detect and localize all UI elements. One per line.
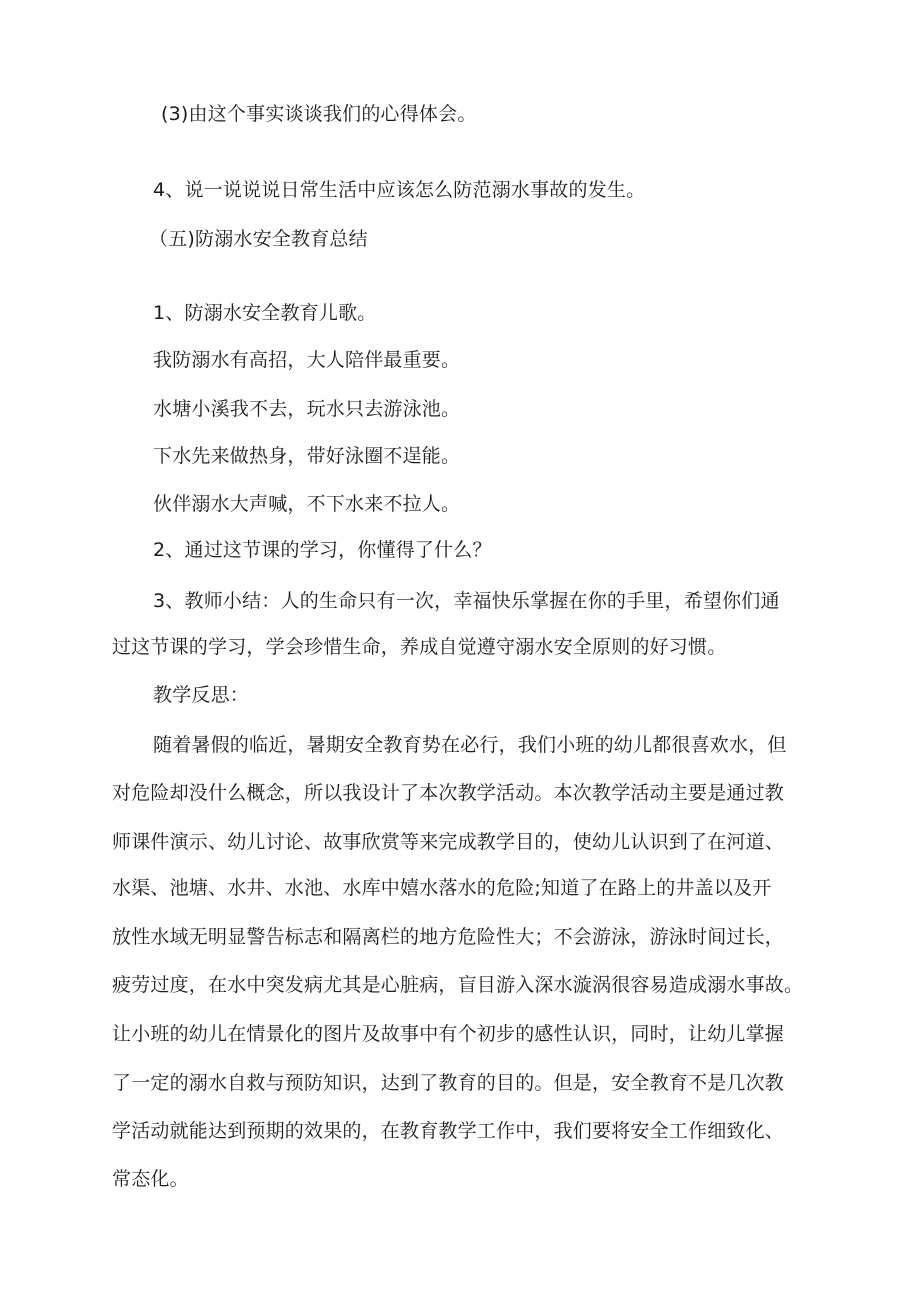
summary-item-2: 2、通过这节课的学习，你懂得了什么？: [153, 539, 492, 561]
rhyme-line: 水塘小溪我不去，玩水只去游泳池。: [153, 398, 461, 420]
reflection-line: 了一定的溺水自救与预防知识，达到了教育的目的。但是，安全教育不是几次教: [112, 1072, 785, 1094]
reflection-line: 放性水域无明显警告标志和隔离栏的地方危险性大；不会游泳，游泳时间过长，: [112, 926, 785, 948]
section-5-heading: （五)防溺水安全教育总结: [149, 228, 368, 250]
reflection-line: 学活动就能达到预期的效果的，在教育教学工作中，我们要将安全工作细致化、: [112, 1120, 785, 1142]
reflection-line: 常态化。: [112, 1168, 189, 1190]
reflection-line: 师课件演示、幼儿讨论、故事欣赏等来完成教学目的，使幼儿认识到了在河道、: [112, 831, 785, 853]
rhyme-line: 下水先来做热身，带好泳圈不逞能。: [153, 445, 461, 467]
reflection-line: 让小班的幼儿在情景化的图片及故事中有个初步的感性认识，同时，让幼儿掌握: [112, 1023, 785, 1045]
reflection-line: 随着暑假的临近，暑期安全教育势在必行，我们小班的幼儿都很喜欢水，但: [153, 734, 787, 756]
summary-item-1: 1、防溺水安全教育儿歌。: [153, 302, 377, 324]
summary-item-3-line: 3、教师小结：人的生命只有一次，幸福快乐掌握在你的手里，希望你们通: [153, 590, 780, 612]
reflection-line: 水渠、池塘、水井、水池、水库中嬉水落水的危险;知道了在路上的井盖以及开: [112, 877, 772, 899]
question-3: (3)由这个事实谈谈我们的心得体会。: [161, 103, 477, 125]
summary-item-3-line: 过这节课的学习，学会珍惜生命，养成自觉遵守溺水安全原则的好习惯。: [112, 636, 727, 658]
item-4: 4、说一说说说日常生活中应该怎么防范溺水事故的发生。: [153, 179, 646, 201]
reflection-heading: 教学反思：: [153, 684, 250, 706]
reflection-line: 对危险却没什么概念，所以我设计了本次教学活动。本次教学活动主要是通过教: [112, 782, 785, 804]
reflection-line: 疲劳过度，在水中突发病尤其是心脏病，盲目游入深水漩涡很容易造成溺水事故。: [112, 974, 804, 996]
rhyme-line: 我防溺水有高招，大人陪伴最重要。: [153, 349, 461, 371]
rhyme-line: 伙伴溺水大声喊，不下水来不拉人。: [153, 493, 461, 515]
